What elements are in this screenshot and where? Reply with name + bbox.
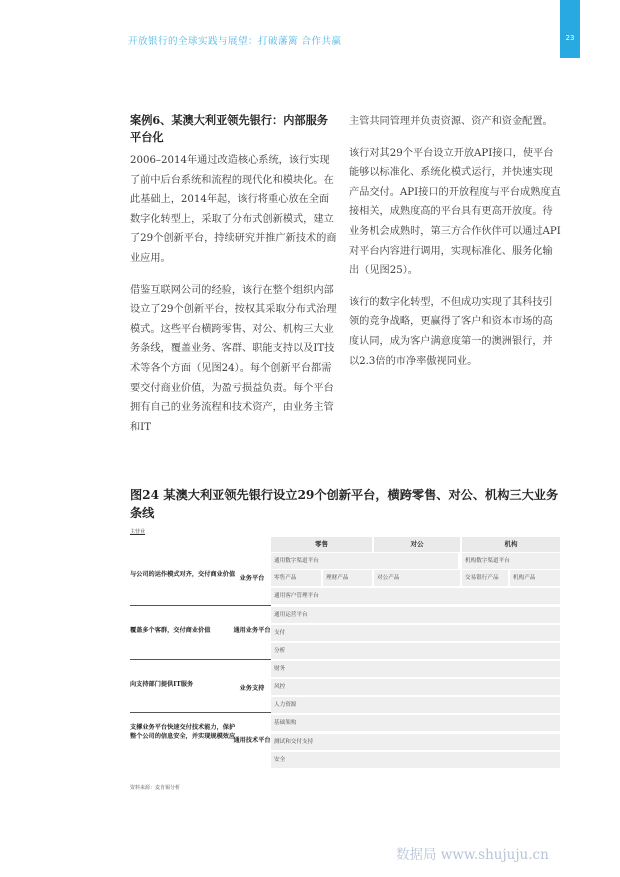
table-row: [271, 588, 560, 605]
left-column: [130, 112, 338, 449]
table-cell: 测试和交付支持: [271, 734, 560, 750]
table-cell: 支付: [271, 625, 560, 641]
right-column: [349, 112, 561, 383]
table-row: [271, 752, 560, 769]
table-cell: 通用数字渠道平台: [271, 553, 458, 569]
table-cell: 财务: [271, 661, 560, 677]
page-number: 23: [565, 34, 575, 42]
group-label-2: 覆盖多个客群，交付商业价值: [130, 627, 211, 634]
case-heading: 案例6、某澳大利亚领先银行：内部服务平台化: [130, 113, 328, 144]
right-paragraph-3: 该行的数字化转型，不但成功实现了其科技引领的竞争战略，更赢得了客户和资本市场的高度认同，成为客户满意度第一的澳洲银行，并以2.3倍的市净率傲视同业。: [349, 296, 553, 367]
header-title: 开放银行的全球实践与展望：打破藩篱 合作共赢: [128, 36, 342, 47]
left-paragraph-2: 借鉴互联网公司的经验，该行在整个组织内部设立了29个创新平台，按权其采取分布式治理模式。这些平台横跨零售、对公、机构三大业务条线，覆盖业务、客群、职能支持以及IT技术等各个方面（见图24）。每个创新平台都需要交付商业价值，为盈亏损益负责。每个平台拥有自己的业务流程和技术资产，由业务主管和IT: [130, 284, 337, 433]
table-row: [271, 570, 560, 587]
figure-title: 图24 某澳大利亚领先银行设立29个创新平台，横跨零售、对公、机构三大业务条线: [130, 488, 559, 520]
table-cell: 风控: [271, 679, 560, 695]
group-category-3: 业务支持: [239, 685, 265, 692]
table-cell: 交易银行产品: [462, 570, 508, 586]
group-label-1: 与公司的运作模式对齐，交付商业价值: [130, 571, 236, 578]
source-note: 资料来源：麦肯锡分析: [130, 785, 181, 791]
figure-subtitle: 主营业: [130, 529, 146, 535]
table-row: [271, 697, 560, 714]
column-header-corporate: 对公: [374, 537, 460, 552]
table-cell: 通用客户管理平台: [271, 588, 560, 604]
group-label-4: 支撑业务平台快速交付技术能力，保护整个公司的信息安全，并实现规模效应: [130, 724, 236, 740]
table-row: [271, 607, 560, 624]
table-cell: 机构产品: [510, 570, 560, 586]
table-row: [271, 661, 560, 678]
left-paragraph-1: 2006–2014年通过改造核心系统，该行实现了前中后台系统和流程的现代化和模块化。在此基础上，2014年起，该行将重心放在全面数字化转型上，采取了分布式创新模式，建立了29个创新平台，持续研究并推广新技术的商业应用。: [130, 155, 337, 264]
table-cell: 对公产品: [374, 570, 460, 586]
group-divider: [130, 659, 271, 660]
table-cell: 理财产品: [323, 570, 372, 586]
page-number-box: [560, 0, 580, 58]
table-row: [271, 679, 560, 696]
table-row: [271, 715, 560, 732]
column-header-retail: 零售: [271, 537, 372, 552]
table-row: [271, 643, 560, 660]
column-header-institutional: 机构: [462, 537, 560, 552]
table-cell: 安全: [271, 752, 560, 768]
table-cell: 零售产品: [271, 570, 321, 586]
table-cell: 通用运营平台: [271, 607, 560, 623]
watermark: 数据局 www.shujuju.cn: [396, 847, 549, 863]
group-category-2: 通用业务平台: [233, 627, 271, 634]
table-cell: 人力资源: [271, 697, 560, 713]
table-row: [271, 625, 560, 642]
right-paragraph-1: 主管共同管理并负责资源、资产和资金配置。: [349, 116, 553, 127]
table-row: [271, 553, 560, 570]
table-cell: 机构数字渠道平台: [462, 553, 560, 569]
group-label-3: 向支持部门提供IT服务: [130, 681, 194, 688]
group-category-1: 业务平台: [239, 575, 265, 582]
table-row: [271, 734, 560, 751]
right-paragraph-2: 该行对其29个平台设立开放API接口，使平台能够以标准化、系统化模式运行，并快速实现产品交付。API接口的开放程度与平台成熟度直接相关，成熟度高的平台具有更高开放度。待业务机会成熟时，第三方合作伙伴可以通过API对平台内容进行调用，实现标准化、服务化输出（见图25）。: [349, 147, 561, 277]
table-cell: 分析: [271, 643, 560, 659]
page-header: [0, 0, 620, 70]
table-cell: 基础架构: [271, 715, 560, 731]
group-divider: [130, 712, 271, 713]
group-category-4: 通用技术平台: [233, 737, 271, 744]
group-divider: [130, 605, 271, 606]
